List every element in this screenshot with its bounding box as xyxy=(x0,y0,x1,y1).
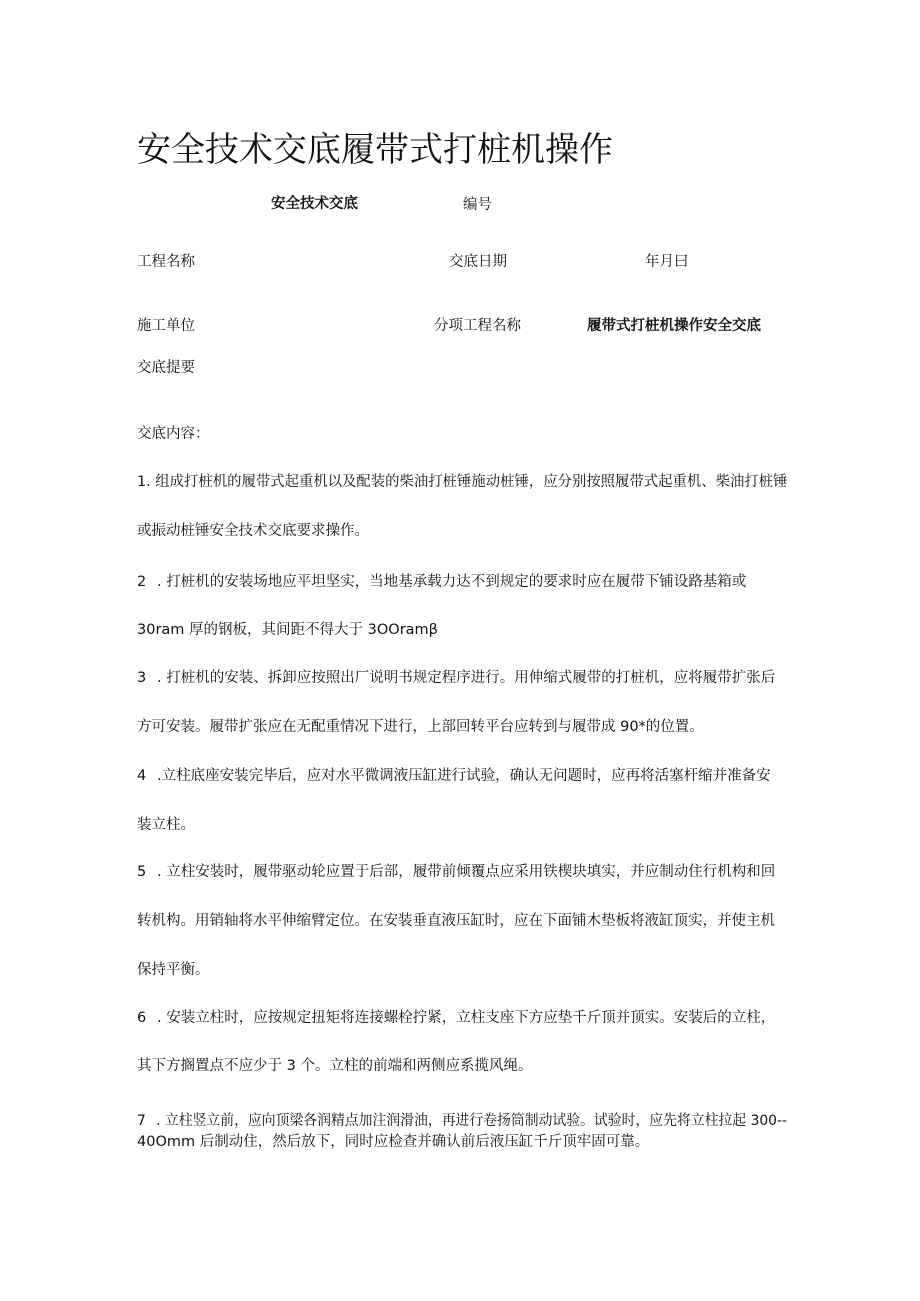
item-1-line-1: 1. 组成打桩机的履带式起重机以及配装的柴油打桩锤施动桩锤，应分别按照履带式起重机、柴油打桩锤 xyxy=(137,474,788,490)
item-6-line-1 xyxy=(137,1008,775,1028)
sub-project-value: 履带式打桩机操作安全交底 xyxy=(587,318,761,334)
item-4-line-2: 装立柱。 xyxy=(137,817,195,833)
item-1-line-2: 或振动桩锤安全技术交底要求操作。 xyxy=(137,523,369,539)
item-7-number: 7 xyxy=(137,1113,146,1129)
item-6-number: 6 xyxy=(137,1010,147,1026)
item-5-number: 5 xyxy=(137,864,147,880)
item-4-text: .立柱底座安装完毕后，应对水平微调液压缸进行试验，确认无问题时，应再将活塞杆缩并准备安 xyxy=(157,768,771,784)
item-3-line-2: 方可安装。履带扩张应在无配重情况下进行，上部回转平台应转到与履带成 90*的位置。 xyxy=(137,719,704,735)
item-3-number: 3 xyxy=(137,670,147,686)
item-4-number: 4 xyxy=(137,768,147,784)
sub-project-label: 分项工程名称 xyxy=(434,318,521,334)
date-label: 交底日期 xyxy=(449,254,507,270)
summary-label: 交底提要 xyxy=(137,360,195,376)
item-2-number: 2 xyxy=(137,574,147,590)
item-3-text: . 打桩机的安装、拆卸应按照出厂说明书规定程序进行。用伸缩式履带的打桩机，应将履带扩张后 xyxy=(157,670,776,686)
item-7-line-2: 40Omm 后制动住，然后放下，同时应检查并确认前后液压缸千斤顶牢固可靠。 xyxy=(137,1134,650,1150)
item-5-line-1 xyxy=(137,862,775,882)
construction-unit-label: 施工单位 xyxy=(137,318,195,334)
item-6-text: . 安装立柱时，应按规定扭矩将连接螺栓拧紧，立柱支座下方应垫千斤顶并顶实。安装后的立柱， xyxy=(157,1010,776,1026)
item-3-line-1 xyxy=(137,668,775,688)
content-label: 交底内容： xyxy=(137,426,210,442)
item-4-line-1 xyxy=(137,766,771,786)
item-2-line-2: 30ram 厚的钢板，其间距不得大于 3OOramβ xyxy=(137,622,438,638)
item-5-text: . 立柱安装时，履带驱动轮应置于后部，履带前倾覆点应采用铁楔块填实，并应制动住行机构和回 xyxy=(157,864,776,880)
item-6-line-2: 其下方搁置点不应少于 3 个。立柱的前端和两侧应系揽风绳。 xyxy=(137,1058,533,1074)
page-title: 安全技术交底履带式打桩机操作 xyxy=(137,130,613,170)
item-5-line-3: 保持平衡。 xyxy=(137,962,210,978)
doc-type-label: 安全技术交底 xyxy=(271,196,358,212)
item-5-line-2: 转机构。用销轴将水平伸缩臂定位。在安装垂直液压缸时，应在下面铺木垫板将液缸顶实，并使主机 xyxy=(137,913,775,929)
date-value: 年月曰 xyxy=(645,254,689,270)
item-7-line-1 xyxy=(137,1111,787,1131)
number-label: 编号 xyxy=(463,197,492,213)
item-2-line-1 xyxy=(137,572,746,592)
project-name-label: 工程名称 xyxy=(137,254,195,270)
item-7-text: . 立柱竖立前，应向顶梁各润精点加注润滑油，再进行卷扬筒制动试验。试验时，应先将立柱拉起 300-- xyxy=(156,1113,787,1129)
item-2-text: . 打桩机的安装场地应平坦坚实，当地基承载力达不到规定的要求时应在履带下铺设路基箱或 xyxy=(157,574,747,590)
